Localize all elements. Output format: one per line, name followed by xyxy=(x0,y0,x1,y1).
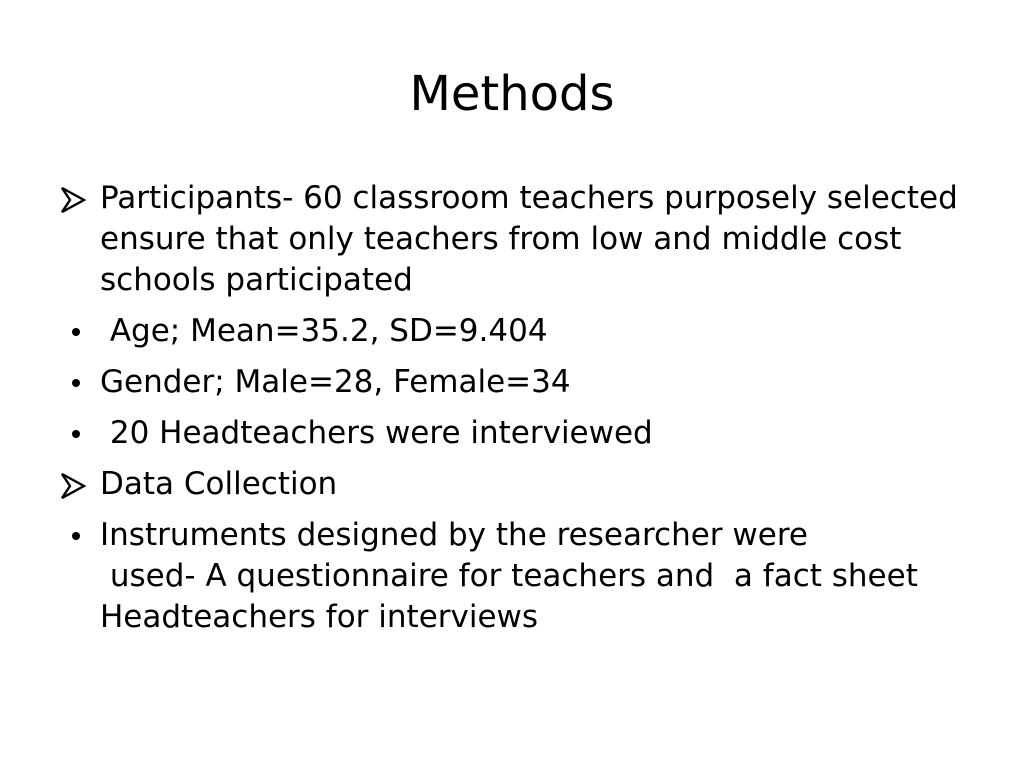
list-item-text: Age; Mean=35.2, SD=9.404 xyxy=(100,313,548,349)
list-item-text: 20 Headteachers were interviewed xyxy=(100,415,653,451)
list-item-text: Participants- 60 classroom teachers purposely selected ensure that only teachers from low and middle cost schools participated xyxy=(100,180,958,298)
list-item-age xyxy=(60,311,970,352)
list-item-data-collection xyxy=(60,464,970,505)
list-item-headteachers xyxy=(60,413,970,454)
dot-bullet-icon xyxy=(60,311,96,352)
slide-content xyxy=(60,178,970,638)
arrow-bullet-icon xyxy=(60,464,96,505)
dot-bullet-icon xyxy=(60,413,96,454)
dot-bullet-icon xyxy=(60,362,96,403)
list-item-instruments xyxy=(60,515,970,556)
slide-title: Methods xyxy=(409,66,615,122)
arrow-bullet-icon xyxy=(60,178,96,219)
list-item-gender xyxy=(60,362,970,403)
list-item-text: Gender; Male=28, Female=34 xyxy=(100,364,571,400)
list-item-continuation: used- A questionnaire for teachers and a fact sheet Headteachers for interviews xyxy=(100,558,928,635)
list-item-participants xyxy=(60,178,970,301)
list-item-text: Data Collection xyxy=(100,466,338,502)
dot-bullet-icon xyxy=(60,515,96,556)
list-item-text: Instruments designed by the researcher were xyxy=(100,517,808,553)
